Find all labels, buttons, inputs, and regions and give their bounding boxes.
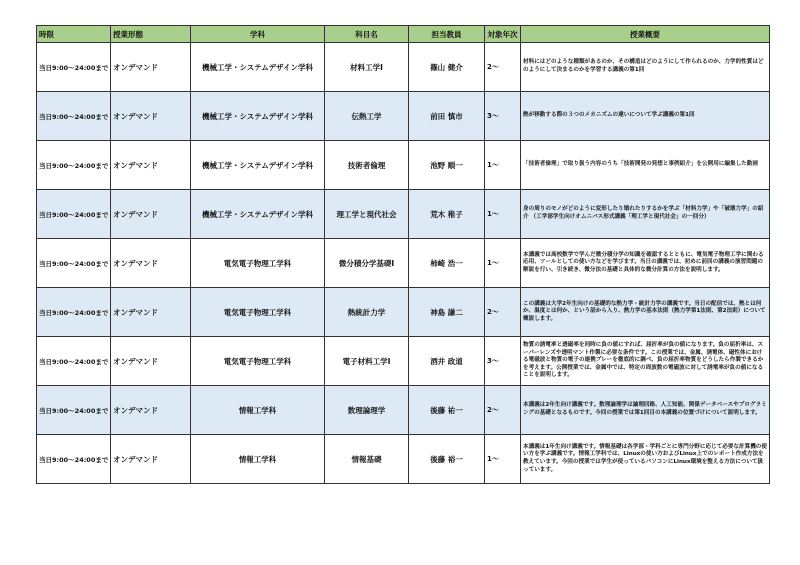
- cell-summary: 本講義では高校数学で学んだ微分積分学の知識を確認するとともに、電気電子物理工学に関わる応用、ツールとしての使い方などを学びます。当日の講義では、初めに前回の講義の演習問題の解説を行い、引き続き、微分法の基礎と具体的な微分計算の方法を説明します。: [521, 239, 770, 288]
- cell-year: 3～: [485, 92, 521, 141]
- table-row: [37, 288, 770, 337]
- cell-department: 電気電子物理工学科: [191, 239, 325, 288]
- schedule-table: [36, 25, 770, 484]
- cell-year: 3～: [485, 337, 521, 386]
- cell-department: 電気電子物理工学科: [191, 288, 325, 337]
- table-header: [37, 26, 770, 43]
- cell-department: 機械工学・システムデザイン学科: [191, 141, 325, 190]
- table-row: [37, 92, 770, 141]
- table-row: [37, 337, 770, 386]
- cell-year: 2～: [485, 43, 521, 92]
- cell-time: 当日9:00～24:00まで: [37, 337, 111, 386]
- cell-time: 当日9:00～24:00まで: [37, 239, 111, 288]
- cell-year: 1～: [485, 141, 521, 190]
- cell-teacher: 池野 順一: [409, 141, 485, 190]
- cell-summary: 材料にはどのような種類があるのか、その構造はどのようにして作られるのか、力学的性質はどのようにして決まるのかを学習する講義の第1回: [521, 43, 770, 92]
- cell-format: オンデマンド: [111, 435, 191, 484]
- header-format: 授業形態: [111, 26, 191, 43]
- cell-department: 情報工学科: [191, 435, 325, 484]
- cell-format: オンデマンド: [111, 92, 191, 141]
- cell-teacher: 荒木 稚子: [409, 190, 485, 239]
- header-row: [37, 26, 770, 43]
- cell-department: 機械工学・システムデザイン学科: [191, 43, 325, 92]
- cell-format: オンデマンド: [111, 239, 191, 288]
- cell-year: 2～: [485, 386, 521, 435]
- cell-department: 機械工学・システムデザイン学科: [191, 92, 325, 141]
- cell-year: 1～: [485, 435, 521, 484]
- cell-time: 当日9:00～24:00まで: [37, 141, 111, 190]
- cell-year: 1～: [485, 190, 521, 239]
- cell-format: オンデマンド: [111, 288, 191, 337]
- cell-year: 1～: [485, 239, 521, 288]
- table-row: [37, 43, 770, 92]
- cell-summary: 物質の誘電率と透磁率を同時に負の値にすれば、屈折率が負の値になります。負の屈折率は、スーパーレンズや透明マント作製に必要な条件です。この授業では、金属、誘電体、磁性体における電磁波と物質の電子の連携プレーを徹底的に調べ、負の屈折率物質をどうしたら作製できるかを考えます。公開授業では、金属中では、特定の周波数の電磁波に対して誘電率が負の値になることを説明します。: [521, 337, 770, 386]
- cell-time: 当日9:00～24:00まで: [37, 43, 111, 92]
- header-department: 学科: [191, 26, 325, 43]
- cell-subject: 数理論理学: [325, 386, 409, 435]
- header-subject: 科目名: [325, 26, 409, 43]
- cell-summary: 本講義は1年生向け講義です。情報基礎は各学部・学科ごとに専門分野に応じて必要な計算機の使い方を学ぶ講義です。情報工学科では、Linuxの使い方およびLinux上でのレポート作成方法を教えています。今回の授業では学生が使っているパソコンにLinux環境を整える方法について扱っています。: [521, 435, 770, 484]
- cell-teacher: 前田 慎市: [409, 92, 485, 141]
- cell-summary: 熱が移動する際の３つのメカニズムの違いについて学ぶ講義の第1回: [521, 92, 770, 141]
- cell-teacher: 篠山 健介: [409, 43, 485, 92]
- table-row: [37, 239, 770, 288]
- cell-subject: 熱統計力学: [325, 288, 409, 337]
- cell-subject: 技術者倫理: [325, 141, 409, 190]
- cell-time: 当日9:00～24:00まで: [37, 288, 111, 337]
- cell-teacher: 神島 謙二: [409, 288, 485, 337]
- table-row: [37, 386, 770, 435]
- table-body: [37, 43, 770, 484]
- cell-subject: 微分積分学基礎Ⅰ: [325, 239, 409, 288]
- cell-subject: 理工学と現代社会: [325, 190, 409, 239]
- cell-department: 機械工学・システムデザイン学科: [191, 190, 325, 239]
- cell-summary: 本講義は2年生向け講義です。数理論理学は論理回路、人工知能、関係データベースやプログラミングの基礎となるものです。今回の授業では第1回目の本講義の位置づけについて説明します。: [521, 386, 770, 435]
- table-row: [37, 190, 770, 239]
- header-summary: 授業概要: [521, 26, 770, 43]
- cell-subject: 伝熱工学: [325, 92, 409, 141]
- cell-format: オンデマンド: [111, 337, 191, 386]
- cell-time: 当日9:00～24:00まで: [37, 386, 111, 435]
- cell-format: オンデマンド: [111, 43, 191, 92]
- cell-summary: 身の周りのモノがどのように変形したり壊れたりするかを学ぶ「材料力学」や「破壊力学」の紹介 （工学部学生向けオムニバス形式講義「理工学と現代社会」の一回分）: [521, 190, 770, 239]
- cell-teacher: 後藤 裕一: [409, 435, 485, 484]
- cell-teacher: 柿崎 浩一: [409, 239, 485, 288]
- cell-subject: 材料工学Ⅰ: [325, 43, 409, 92]
- cell-department: 情報工学科: [191, 386, 325, 435]
- table-row: [37, 141, 770, 190]
- cell-time: 当日9:00～24:00まで: [37, 435, 111, 484]
- cell-teacher: 後藤 祐一: [409, 386, 485, 435]
- cell-summary: この講義は大学2年生向けの基礎的な熱力学・統計力学の講義です。当日の配信では、熱とは何か、温度とは何か、という話から入り、熱力学の基本法則（熱力学第1法則、第2法則）について概説します。: [521, 288, 770, 337]
- header-year: 対象年次: [485, 26, 521, 43]
- cell-format: オンデマンド: [111, 386, 191, 435]
- header-time: 時限: [37, 26, 111, 43]
- cell-time: 当日9:00～24:00まで: [37, 190, 111, 239]
- table-row: [37, 435, 770, 484]
- cell-format: オンデマンド: [111, 190, 191, 239]
- cell-subject: 電子材料工学Ⅰ: [325, 337, 409, 386]
- header-teacher: 担当教員: [409, 26, 485, 43]
- cell-department: 電気電子物理工学科: [191, 337, 325, 386]
- cell-time: 当日9:00～24:00まで: [37, 92, 111, 141]
- cell-year: 2～: [485, 288, 521, 337]
- cell-summary: 「技術者倫理」で取り扱う内容のうち「技術開発の発想と事例紹介」を公開用に編集した動画: [521, 141, 770, 190]
- cell-teacher: 酒井 政道: [409, 337, 485, 386]
- cell-format: オンデマンド: [111, 141, 191, 190]
- cell-subject: 情報基礎: [325, 435, 409, 484]
